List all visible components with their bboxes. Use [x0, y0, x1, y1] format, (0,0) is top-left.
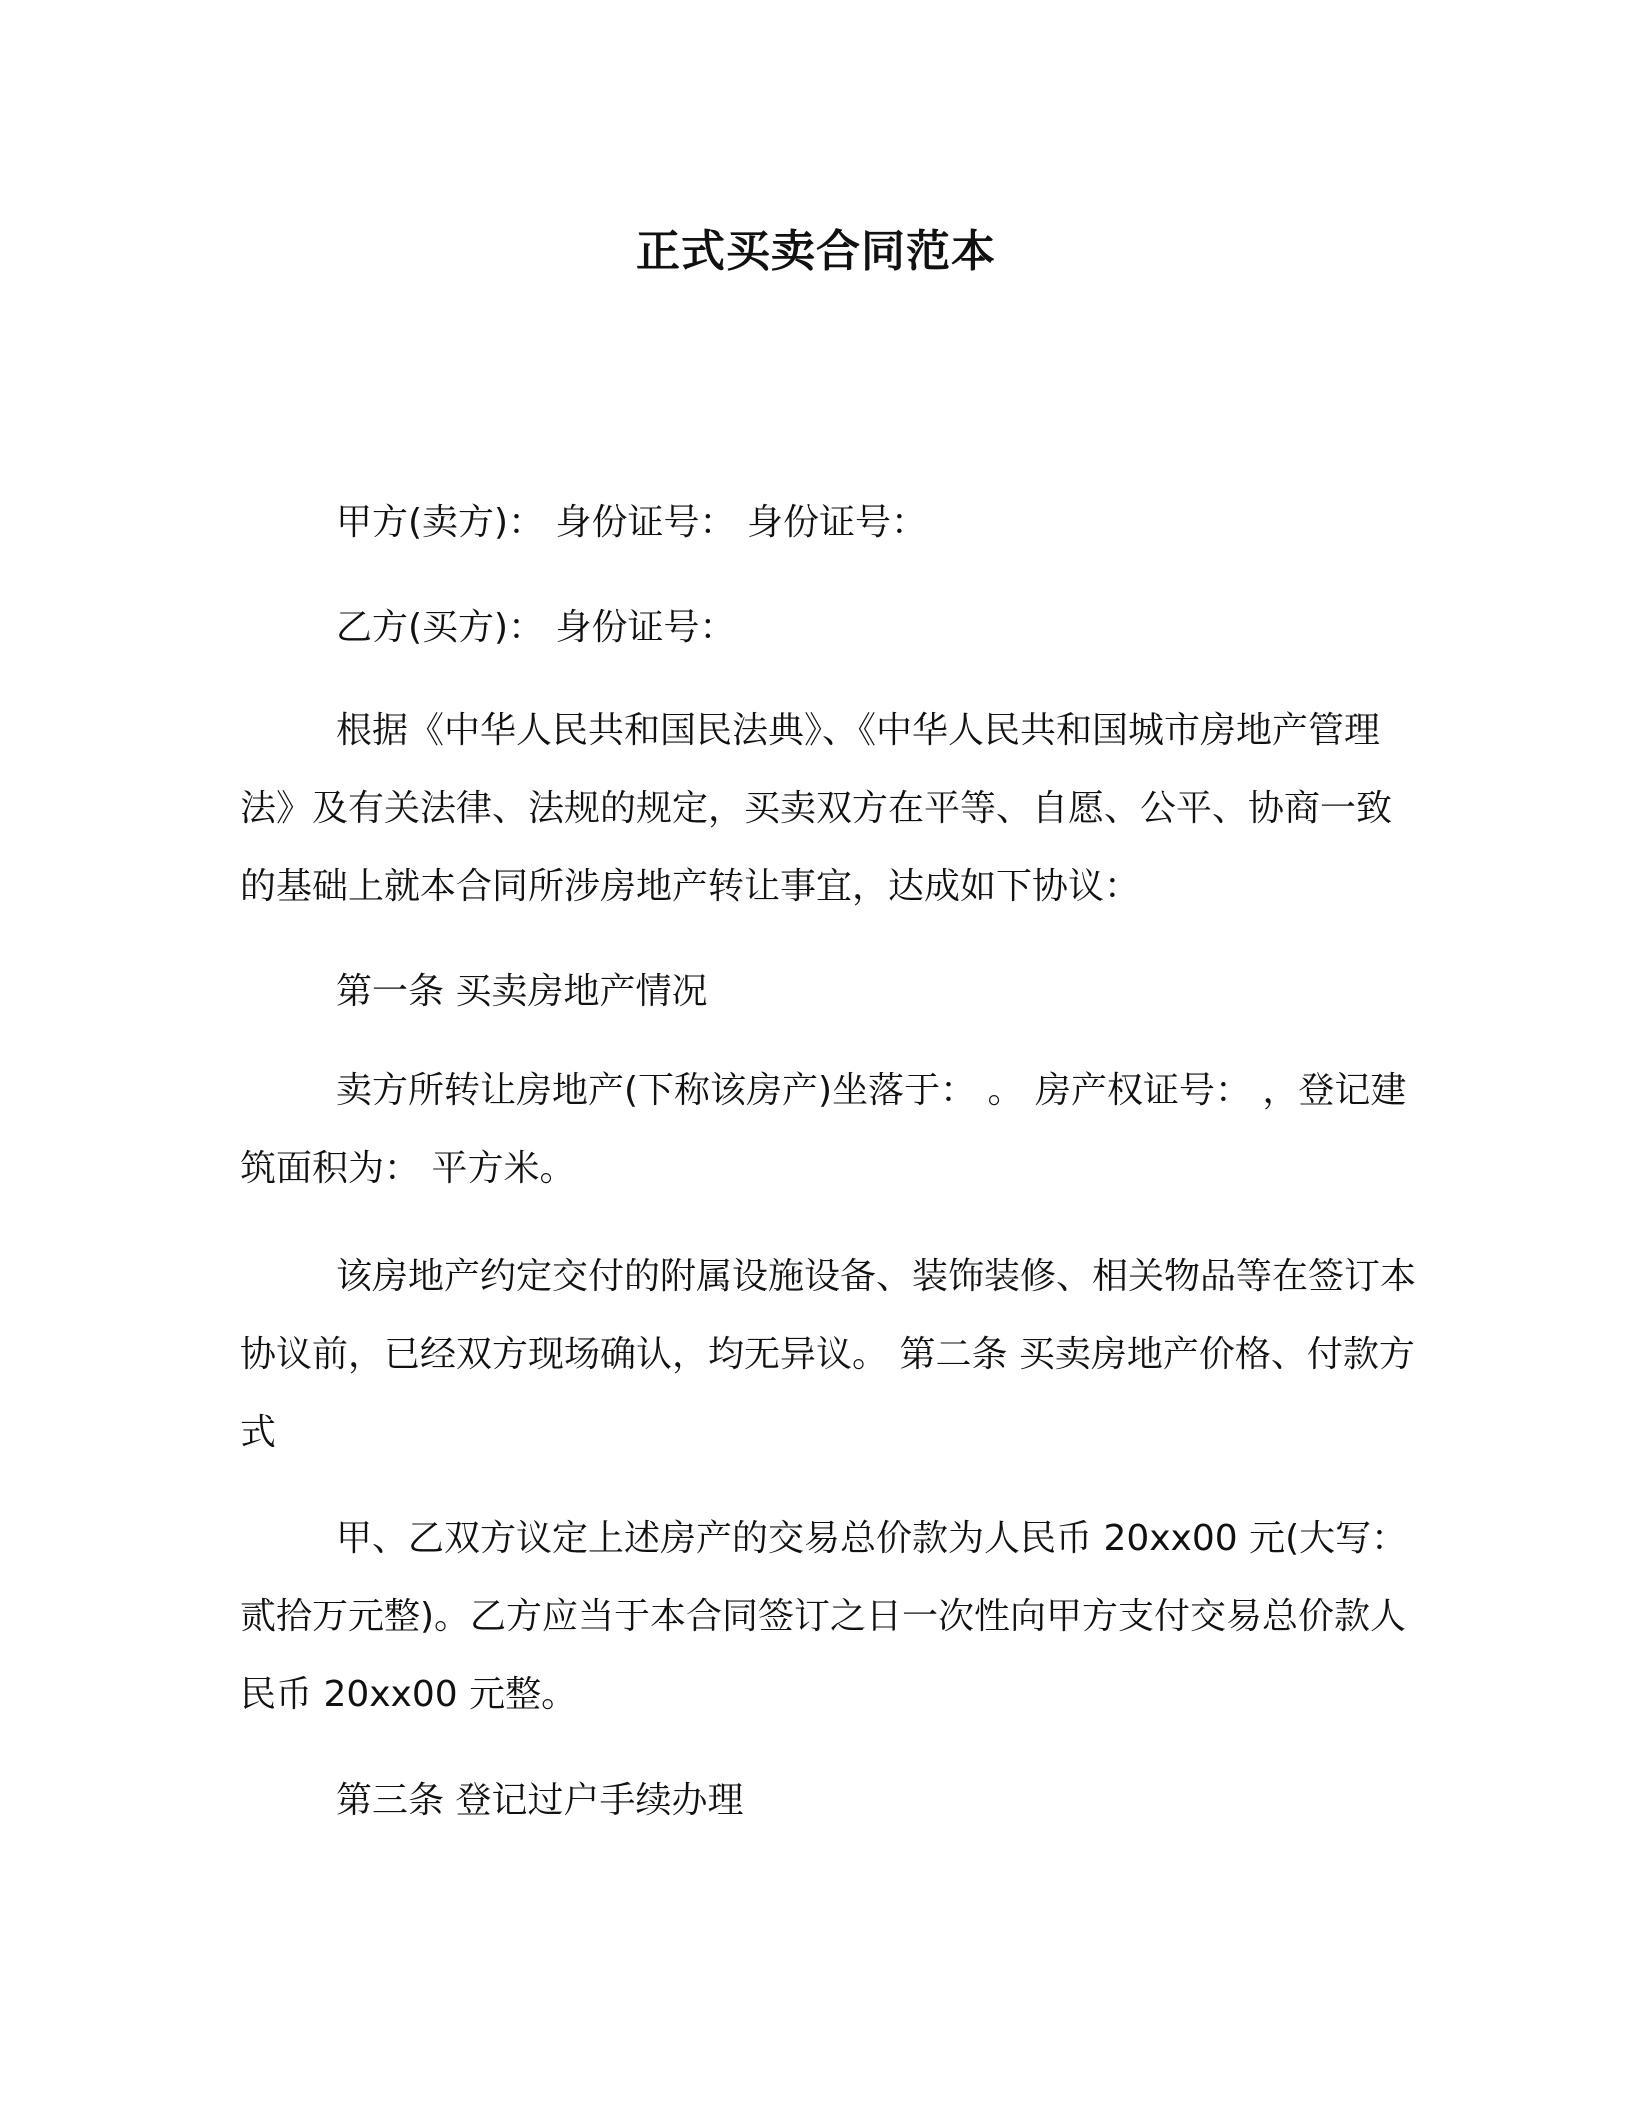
- preamble-paragraph: 根据《中华人民共和国民法典》、《中华人民共和国城市房地产管理法》及有关法律、法规的规定，买卖双方在平等、自愿、公平、协商一致的基础上就本合同所涉房地产转让事宜，达成如下协议：: [240, 710, 1393, 907]
- article-3-heading: 第三条 登记过户手续办理: [336, 1780, 744, 1821]
- article-1-heading: 第一条 买卖房地产情况: [336, 971, 708, 1012]
- property-location-paragraph: 卖方所转让房地产(下称该房产)坐落于： 。 房产权证号： ，登记建筑面积为： 平方米。: [240, 1070, 1407, 1189]
- party-b-line: 乙方(买方)： 身份证号：: [336, 607, 736, 648]
- price-payment-paragraph: 甲、乙双方议定上述房产的交易总价款为人民币 20xx00 元(大写：贰拾万元整)。乙方应当于本合同签订之日一次性向甲方支付交易总价款人民币 20xx00 元整。: [240, 1518, 1408, 1715]
- document-title: 正式买卖合同范本: [636, 226, 996, 277]
- party-a-line: 甲方(卖方)： 身份证号： 身份证号：: [336, 502, 927, 543]
- fixtures-paragraph: 该房地产约定交付的附属设施设备、装饰装修、相关物品等在签订本协议前，已经双方现场确认，均无异议。 第二条 买卖房地产价格、付款方式: [240, 1256, 1417, 1453]
